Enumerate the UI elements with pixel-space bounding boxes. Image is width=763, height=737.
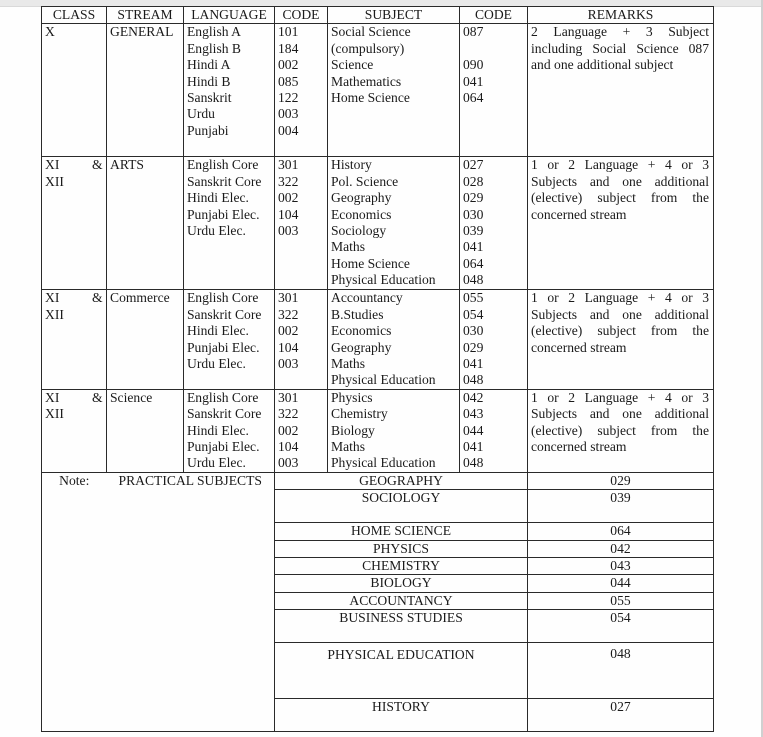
class-label-xii: XII — [45, 306, 64, 322]
list-entry: 122 — [278, 89, 299, 105]
list-entry: Mathematics — [331, 73, 402, 89]
remarks-cell: 1 or 2 Language + 4 or 3 Subjects and one additional (elective) subject from the concerned stream — [528, 389, 714, 472]
practical-subject: BIOLOGY — [275, 575, 528, 592]
list-entry: Geography — [331, 339, 392, 355]
list-entry: 029 — [463, 339, 484, 355]
practical-code: 039 — [528, 490, 714, 523]
list-entry: Hindi Elec. — [187, 422, 249, 438]
list-entry: Sanskrit Core — [187, 173, 262, 189]
class-cell — [42, 24, 107, 157]
list-entry: Physics — [331, 389, 373, 405]
subject-list — [328, 290, 460, 389]
practical-subject: BUSINESS STUDIES — [275, 610, 528, 643]
list-entry: 027 — [463, 157, 484, 173]
practical-code: 055 — [528, 592, 714, 609]
practical-code: 048 — [528, 643, 714, 699]
list-entry: Urdu Elec. — [187, 355, 246, 371]
table-row-science — [42, 389, 714, 472]
practical-subject: HISTORY — [275, 699, 528, 732]
list-entry: 064 — [463, 255, 484, 271]
list-entry: 184 — [278, 40, 299, 56]
table-row-class-x — [42, 24, 714, 157]
list-entry: Sanskrit Core — [187, 406, 262, 422]
list-entry: 003 — [278, 222, 299, 238]
list-entry: Hindi Elec. — [187, 190, 249, 206]
note-label: Note: — [42, 472, 107, 731]
list-entry: 029 — [463, 190, 484, 206]
list-entry: Sanskrit Core — [187, 306, 262, 322]
list-entry: Maths — [331, 239, 365, 255]
subject-code-list — [460, 157, 528, 290]
class-label-xii: XII — [45, 173, 64, 189]
class-label-xi: XI — [45, 389, 60, 405]
practical-code: 027 — [528, 699, 714, 732]
list-entry: Punjabi Elec. — [187, 339, 260, 355]
practical-code: 042 — [528, 540, 714, 557]
list-entry: Pol. Science — [331, 173, 399, 189]
list-entry: Home Science — [331, 89, 410, 105]
list-entry: 041 — [463, 355, 484, 371]
remarks-cell: 2 Language + 3 Subject including Social Science 087 and one additional subject — [528, 24, 714, 157]
list-entry: 002 — [278, 190, 299, 206]
header-subject-code: CODE — [460, 7, 528, 24]
list-entry: 322 — [278, 406, 299, 422]
list-entry: English Core — [187, 157, 259, 173]
list-entry: B.Studies — [331, 306, 384, 322]
practical-subject: SOCIOLOGY — [275, 490, 528, 523]
list-entry: Social Science — [331, 24, 411, 40]
table-row-commerce — [42, 290, 714, 389]
class-cell — [42, 157, 107, 290]
practical-code: 029 — [528, 472, 714, 489]
list-entry: Urdu — [187, 106, 215, 122]
list-entry: Home Science — [331, 255, 410, 271]
list-entry: 087 — [463, 24, 484, 40]
language-code-list — [275, 389, 328, 472]
list-entry: English A — [187, 24, 242, 40]
header-subject: SUBJECT — [328, 7, 460, 24]
list-entry: 002 — [278, 323, 299, 339]
class-label-xi: XI — [45, 157, 60, 173]
list-entry: 301 — [278, 290, 299, 306]
remarks-cell: 1 or 2 Language + 4 or 3 Subjects and one additional (elective) subject from the concerned stream — [528, 157, 714, 290]
language-list — [184, 24, 275, 157]
header-remarks: REMARKS — [528, 7, 714, 24]
list-entry: Science — [331, 57, 374, 73]
practical-row — [42, 472, 714, 489]
language-code-list — [275, 24, 328, 157]
header-class: CLASS — [42, 7, 107, 24]
header-stream: STREAM — [107, 7, 184, 24]
list-entry: 322 — [278, 306, 299, 322]
practical-code: 054 — [528, 610, 714, 643]
language-code-list — [275, 157, 328, 290]
subject-code-list — [460, 389, 528, 472]
list-entry: 041 — [463, 438, 484, 454]
list-entry: 101 — [278, 24, 299, 40]
language-list — [184, 389, 275, 472]
list-entry: 054 — [463, 306, 484, 322]
list-entry: 002 — [278, 422, 299, 438]
practical-subjects-title: PRACTICAL SUBJECTS — [107, 472, 275, 731]
list-entry: Sanskrit — [187, 89, 232, 105]
list-entry: 030 — [463, 206, 484, 222]
list-entry: 041 — [463, 239, 484, 255]
list-entry: 104 — [278, 438, 299, 454]
class-label-xii: XII — [45, 406, 64, 422]
practical-code: 064 — [528, 523, 714, 540]
list-entry: 104 — [278, 206, 299, 222]
subject-list — [328, 24, 460, 157]
list-entry: 085 — [278, 73, 299, 89]
list-entry: Geography — [331, 190, 392, 206]
practical-code: 044 — [528, 575, 714, 592]
header-row — [42, 7, 714, 24]
list-entry: Urdu Elec. — [187, 222, 246, 238]
list-entry: Hindi Elec. — [187, 323, 249, 339]
practical-subject: PHYSICAL EDUCATION — [275, 643, 528, 699]
list-entry: Maths — [331, 355, 365, 371]
list-entry: 322 — [278, 173, 299, 189]
list-entry: English Core — [187, 389, 259, 405]
list-entry: Biology — [331, 422, 375, 438]
class-cell — [42, 389, 107, 472]
list-entry: 003 — [278, 106, 299, 122]
list-entry: 004 — [278, 122, 299, 138]
list-entry: 048 — [463, 272, 484, 288]
list-entry: Maths — [331, 438, 365, 454]
practical-subject: HOME SCIENCE — [275, 523, 528, 540]
list-entry: 044 — [463, 422, 484, 438]
subject-list — [328, 389, 460, 472]
list-entry: Accountancy — [331, 290, 403, 306]
list-entry: 028 — [463, 173, 484, 189]
list-entry: Punjabi — [187, 122, 229, 138]
list-entry — [463, 41, 524, 57]
list-entry: 043 — [463, 406, 484, 422]
list-entry: Hindi A — [187, 57, 231, 73]
list-entry: English B — [187, 40, 242, 56]
list-entry: Chemistry — [331, 406, 388, 422]
class-label: X — [45, 24, 55, 40]
list-entry: 042 — [463, 389, 484, 405]
list-entry: 048 — [463, 455, 484, 471]
list-entry: 064 — [463, 89, 484, 105]
class-label-xi: XI — [45, 290, 60, 306]
list-entry: 002 — [278, 57, 299, 73]
list-entry: Hindi B — [187, 73, 231, 89]
stream-cell: GENERAL — [107, 24, 184, 157]
class-ampersand: & — [92, 290, 103, 306]
list-entry: 048 — [463, 372, 484, 388]
list-entry: English Core — [187, 290, 259, 306]
class-ampersand: & — [92, 389, 103, 405]
list-entry: Punjabi Elec. — [187, 438, 260, 454]
class-cell — [42, 290, 107, 389]
list-entry: Urdu Elec. — [187, 455, 246, 471]
stream-cell: ARTS — [107, 157, 184, 290]
practical-subject: ACCOUNTANCY — [275, 592, 528, 609]
class-ampersand: & — [92, 157, 103, 173]
list-entry: (compulsory) — [331, 40, 405, 56]
list-entry: 003 — [278, 355, 299, 371]
subject-code-list — [460, 24, 528, 157]
list-entry: 039 — [463, 222, 484, 238]
list-entry: 301 — [278, 389, 299, 405]
header-language-code: CODE — [275, 7, 328, 24]
remarks-cell: 1 or 2 Language + 4 or 3 Subjects and one additional (elective) subject from the concerned stream — [528, 290, 714, 389]
header-language: LANGUAGE — [184, 7, 275, 24]
language-code-list — [275, 290, 328, 389]
list-entry: 055 — [463, 290, 484, 306]
subject-code-list — [460, 290, 528, 389]
list-entry: History — [331, 157, 372, 173]
list-entry: Physical Education — [331, 272, 436, 288]
practical-code: 043 — [528, 557, 714, 574]
list-entry: 104 — [278, 339, 299, 355]
stream-cell: Science — [107, 389, 184, 472]
subjects-table — [41, 6, 714, 732]
list-entry: 041 — [463, 73, 484, 89]
list-entry: Punjabi Elec. — [187, 206, 260, 222]
list-entry: Physical Education — [331, 455, 436, 471]
practical-subject: GEOGRAPHY — [275, 472, 528, 489]
language-list — [184, 157, 275, 290]
list-entry: 030 — [463, 323, 484, 339]
list-entry: Physical Education — [331, 372, 436, 388]
table-row-arts — [42, 157, 714, 290]
list-entry: 003 — [278, 455, 299, 471]
list-entry: Sociology — [331, 222, 387, 238]
list-entry: 090 — [463, 57, 484, 73]
language-list — [184, 290, 275, 389]
list-entry: 301 — [278, 157, 299, 173]
list-entry: Economics — [331, 323, 392, 339]
subject-list — [328, 157, 460, 290]
stream-cell: Commerce — [107, 290, 184, 389]
list-entry: Economics — [331, 206, 392, 222]
practical-subject: PHYSICS — [275, 540, 528, 557]
practical-subject: CHEMISTRY — [275, 557, 528, 574]
